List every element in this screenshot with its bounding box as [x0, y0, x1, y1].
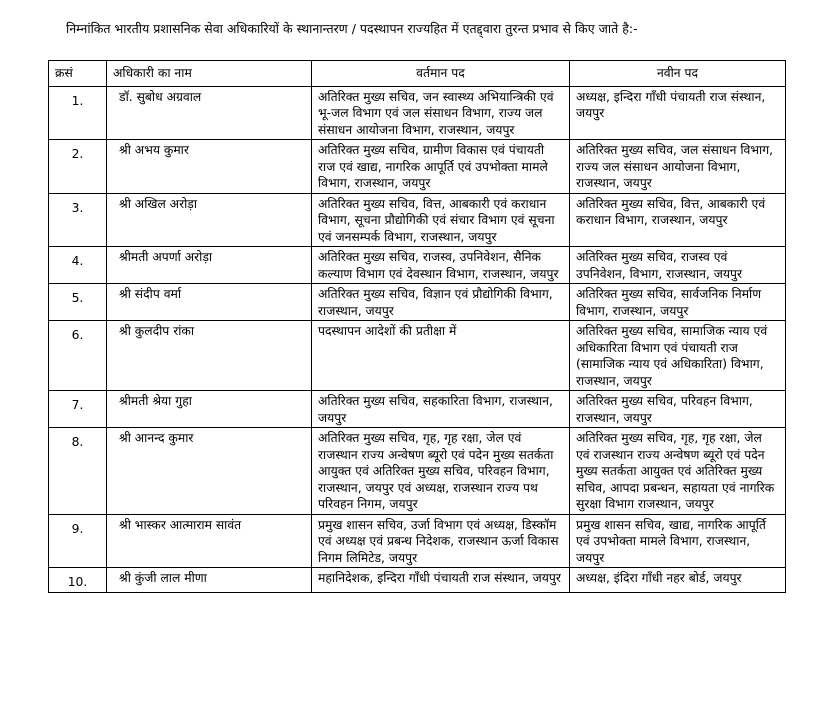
serial-number: 7.: [49, 391, 107, 428]
table-row: [49, 247, 786, 284]
current-post: अतिरिक्त मुख्य सचिव, सहकारिता विभाग, राजस्थान, जयपुर: [312, 391, 570, 428]
officer-name: श्री संदीप वर्मा: [107, 284, 312, 321]
table-row: [49, 193, 786, 247]
current-post: अतिरिक्त मुख्य सचिव, जन स्वास्थ्य अभियान्त्रिकी एवं भू-जल विभाग एवं जल संसाधन विभाग, राज्य जल संसाधन आयोजना विभाग, राजस्थान, जयपुर: [312, 86, 570, 140]
table-row: [49, 568, 786, 593]
officer-name: श्री अखिल अरोड़ा: [107, 193, 312, 247]
officer-name: श्रीमती श्रेया गुहा: [107, 391, 312, 428]
new-post: प्रमुख शासन सचिव, खाद्य, नागरिक आपूर्ति एवं उपभोक्ता मामले विभाग, राजस्थान, जयपुर: [570, 514, 786, 568]
table-row: [49, 86, 786, 140]
header-officer-name: अधिकारी का नाम: [107, 61, 312, 87]
current-post: महानिदेशक, इन्दिरा गाँधी पंचायती राज संस्थान, जयपुर: [312, 568, 570, 593]
table-row: [49, 321, 786, 391]
officer-name: श्री आनन्द कुमार: [107, 428, 312, 515]
officer-name: श्री कुलदीप रांका: [107, 321, 312, 391]
header-current-post: वर्तमान पद: [312, 61, 570, 87]
order-intro-text: निम्नांकित भारतीय प्रशासनिक सेवा अधिकारियों के स्थानान्तरण / पदस्थापन राज्यहित में एतद्द्वारा तुरन्त प्रभाव से किए जाते है:-: [66, 21, 638, 36]
current-post: पदस्थापन आदेशों की प्रतीक्षा में: [312, 321, 570, 391]
new-post: अध्यक्ष, इंदिरा गाँधी नहर बोर्ड, जयपुर: [570, 568, 786, 593]
officer-name: श्रीमती अपर्णा अरोड़ा: [107, 247, 312, 284]
new-post: अतिरिक्त मुख्य सचिव, जल संसाधन विभाग, राज्य जल संसाधन आयोजना विभाग, राजस्थान, जयपुर: [570, 140, 786, 194]
serial-number: 3.: [49, 193, 107, 247]
officer-name: डॉ. सुबोध अग्रवाल: [107, 86, 312, 140]
table-row: [49, 428, 786, 515]
header-serial-number: क्रसं: [49, 61, 107, 87]
new-post: अतिरिक्त मुख्य सचिव, गृह, गृह रक्षा, जेल एवं राजस्थान राज्य अन्वेषण ब्यूरो एवं पदेन मुख्य सतर्कता आयुक्त एवं अतिरिक्त मुख्य सचिव, आपदा प्रबन्धन, सहायता एवं नागरिक सुरक्षा विभाग राजस्थान, जयपुर: [570, 428, 786, 515]
new-post: अध्यक्ष, इन्दिरा गाँधी पंचायती राज संस्थान, जयपुर: [570, 86, 786, 140]
table-header-row: [49, 61, 786, 87]
new-post: अतिरिक्त मुख्य सचिव, वित्त, आबकारी एवं कराधान विभाग, राजस्थान, जयपुर: [570, 193, 786, 247]
table-row: [49, 140, 786, 194]
serial-number: 1.: [49, 86, 107, 140]
current-post: अतिरिक्त मुख्य सचिव, ग्रामीण विकास एवं पंचायती राज एवं खाद्य, नागरिक आपूर्ति एवं उपभोक्ता मामले विभाग, राजस्थान, जयपुर: [312, 140, 570, 194]
officer-name: श्री अभय कुमार: [107, 140, 312, 194]
officer-name: श्री भास्कर आत्माराम सावंत: [107, 514, 312, 568]
transfer-table: [48, 60, 786, 593]
current-post: अतिरिक्त मुख्य सचिव, गृह, गृह रक्षा, जेल एवं राजस्थान राज्य अन्वेषण ब्यूरो एवं पदेन मुख्य सतर्कता आयुक्त एवं अतिरिक्त मुख्य सचिव, परिवहन विभाग, राजस्थान, जयपुर एवं अध्यक्ष, राजस्थान राज्य पथ परिवहन निगम, जयपुर: [312, 428, 570, 515]
header-new-post: नवीन पद: [570, 61, 786, 87]
serial-number: 5.: [49, 284, 107, 321]
new-post: अतिरिक्त मुख्य सचिव, सार्वजनिक निर्माण विभाग, राजस्थान, जयपुर: [570, 284, 786, 321]
current-post: अतिरिक्त मुख्य सचिव, विज्ञान एवं प्रौद्योगिकी विभाग, राजस्थान, जयपुर: [312, 284, 570, 321]
serial-number: 10.: [49, 568, 107, 593]
new-post: अतिरिक्त मुख्य सचिव, राजस्व एवं उपनिवेशन, विभाग, राजस्थान, जयपुर: [570, 247, 786, 284]
current-post: प्रमुख शासन सचिव, उर्जा विभाग एवं अध्यक्ष, डिस्कॉम एवं अध्यक्ष एवं प्रबन्ध निदेशक, राजस्थान ऊर्जा विकास निगम लिमिटेड, जयपुर: [312, 514, 570, 568]
current-post: अतिरिक्त मुख्य सचिव, राजस्व, उपनिवेशन, सैनिक कल्याण विभाग एवं देवस्थान विभाग, राजस्थान, जयपुर: [312, 247, 570, 284]
new-post: अतिरिक्त मुख्य सचिव, सामाजिक न्याय एवं अधिकारिता विभाग एवं पंचायती राज (सामाजिक न्याय एवं अधिकारिता) विभाग, राजस्थान, जयपुर: [570, 321, 786, 391]
table-row: [49, 284, 786, 321]
serial-number: 2.: [49, 140, 107, 194]
table-row: [49, 514, 786, 568]
serial-number: 6.: [49, 321, 107, 391]
current-post: अतिरिक्त मुख्य सचिव, वित्त, आबकारी एवं कराधान विभाग, सूचना प्रौद्योगिकी एवं संचार विभाग एवं सूचना एवं जनसम्पर्क विभाग, राजस्थान, जयपुर: [312, 193, 570, 247]
serial-number: 9.: [49, 514, 107, 568]
serial-number: 8.: [49, 428, 107, 515]
new-post: अतिरिक्त मुख्य सचिव, परिवहन विभाग, राजस्थान, जयपुर: [570, 391, 786, 428]
officer-name: श्री कुंजी लाल मीणा: [107, 568, 312, 593]
serial-number: 4.: [49, 247, 107, 284]
table-row: [49, 391, 786, 428]
